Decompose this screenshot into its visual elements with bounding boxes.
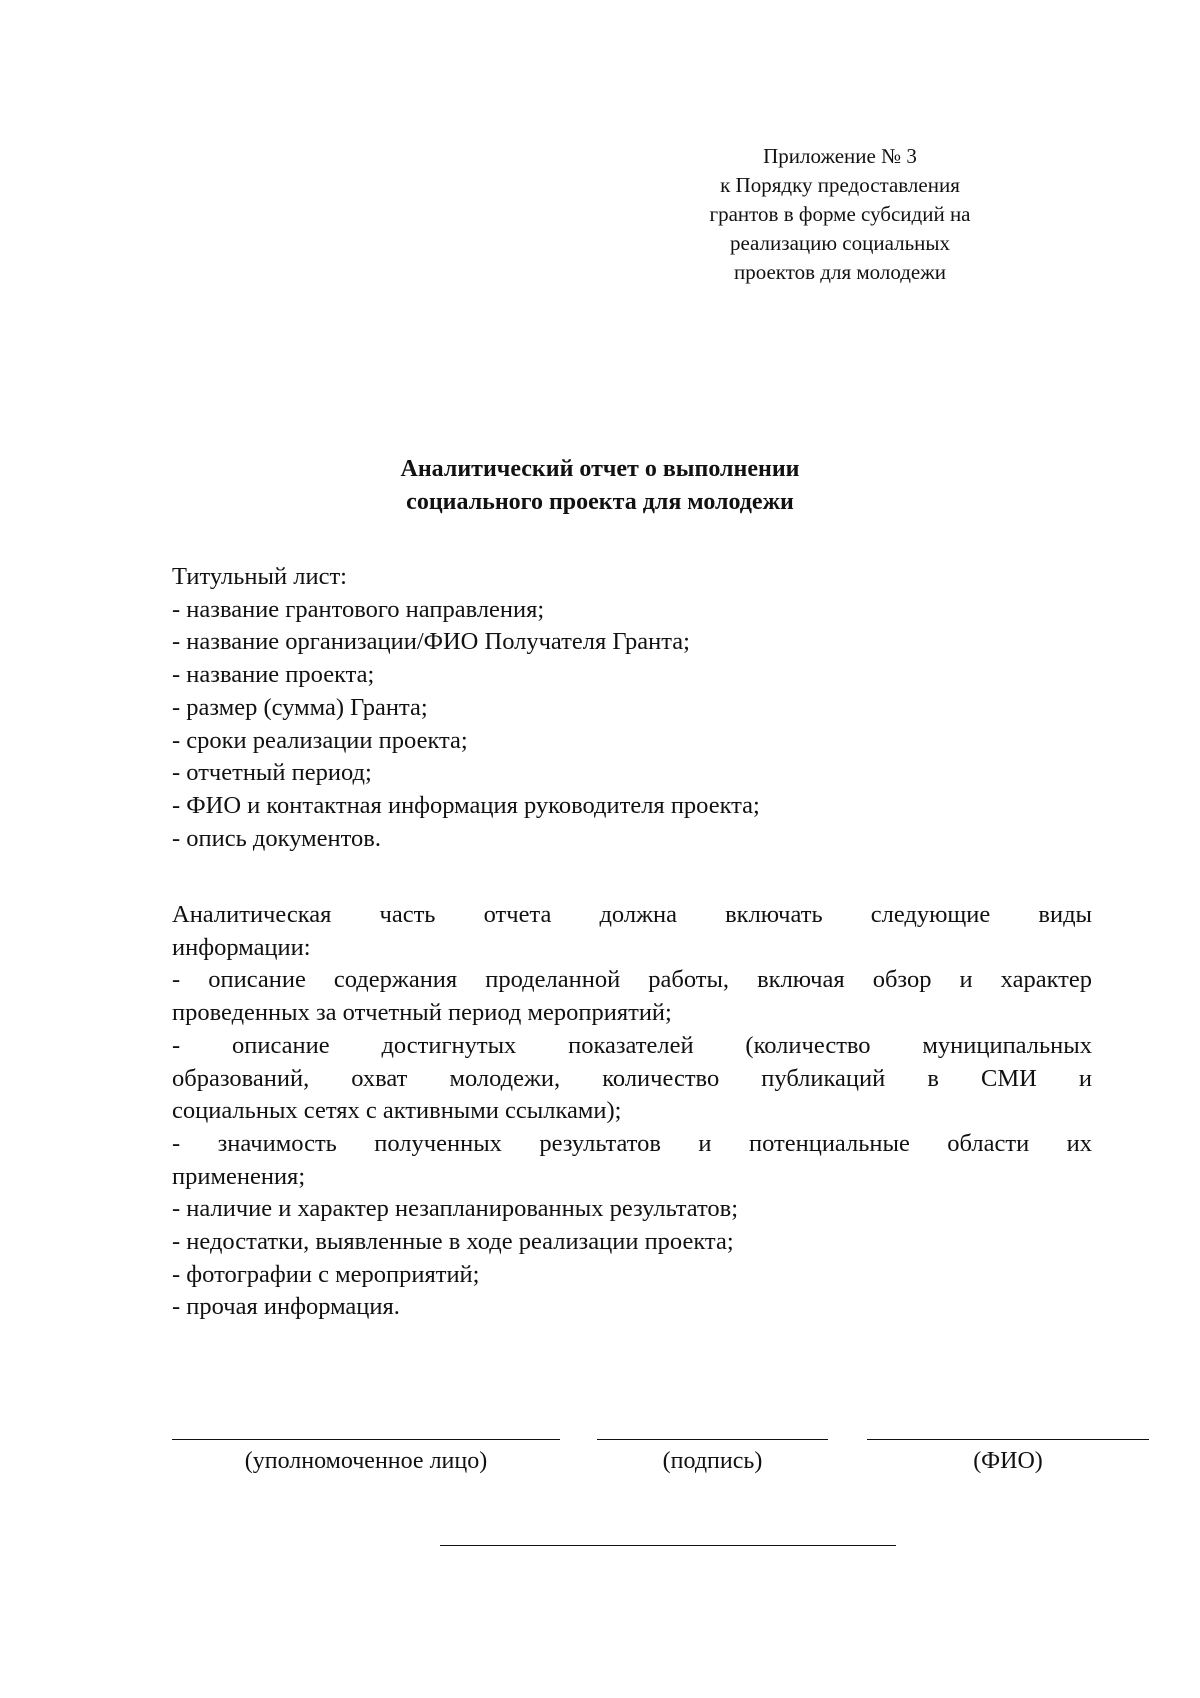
list-item: - название грантового направления; [172,595,545,623]
full-name-label: (ФИО) [973,1448,1043,1474]
text-line: - прочая информация. [172,1293,400,1321]
text-line: - недостатки, выявленные в ходе реализации проекта; [172,1228,734,1256]
document-title [0,453,1200,519]
signature-line [597,1439,828,1440]
analytic-part-requirements [172,899,1092,1324]
authorized-person-label: (уполномоченное лицо) [244,1448,488,1474]
list-item: - опись документов. [172,824,381,852]
appendix-header [660,142,1020,287]
list-item: - название проекта; [172,661,375,689]
full-name-line [867,1439,1149,1440]
text-line: Аналитическая часть отчета должна включать следующие виды [172,901,1092,928]
authorized-person-line [172,1439,560,1440]
appendix-line: к Порядку предоставления [720,173,960,197]
text-line: - описание достигнутых показателей (количество муниципальных [172,1031,1092,1059]
text-line: применения; [172,1162,306,1190]
list-item: - размер (сумма) Гранта; [172,693,428,721]
list-item: - отчетный период; [172,759,372,787]
signature-label: (подпись) [662,1448,763,1474]
appendix-line: реализацию социальных [729,231,951,255]
title-line-1: Аналитический отчет о выполнении [400,456,800,482]
list-item: - ФИО и контактная информация руководителя проекта; [172,791,760,819]
appendix-line: проектов для молодежи [733,260,947,284]
bottom-line [440,1545,896,1546]
text-line: - фотографии с мероприятий; [172,1260,480,1288]
text-line: - значимость полученных результатов и потенциальные области их [172,1129,1092,1157]
text-line: образований, охват молодежи, количество публикаций в СМИ и [172,1064,1092,1092]
list-item: - название организации/ФИО Получателя Гранта; [172,628,690,656]
title-page-requirements [172,561,1092,855]
text-line: - описание содержания проделанной работы, включая обзор и характер [172,966,1092,994]
text-line: - наличие и характер незапланированных результатов; [172,1195,739,1223]
text-line: информации: [172,933,311,961]
appendix-line: грантов в форме субсидий на [709,202,971,226]
text-line: социальных сетях с активными ссылками); [172,1097,622,1125]
title-line-2: социального проекта для молодежи [406,489,794,515]
section-heading: Титульный лист: [172,563,347,590]
text-line: проведенных за отчетный период мероприятий; [172,999,672,1027]
list-item: - сроки реализации проекта; [172,726,468,754]
appendix-line: Приложение № 3 [763,144,917,168]
